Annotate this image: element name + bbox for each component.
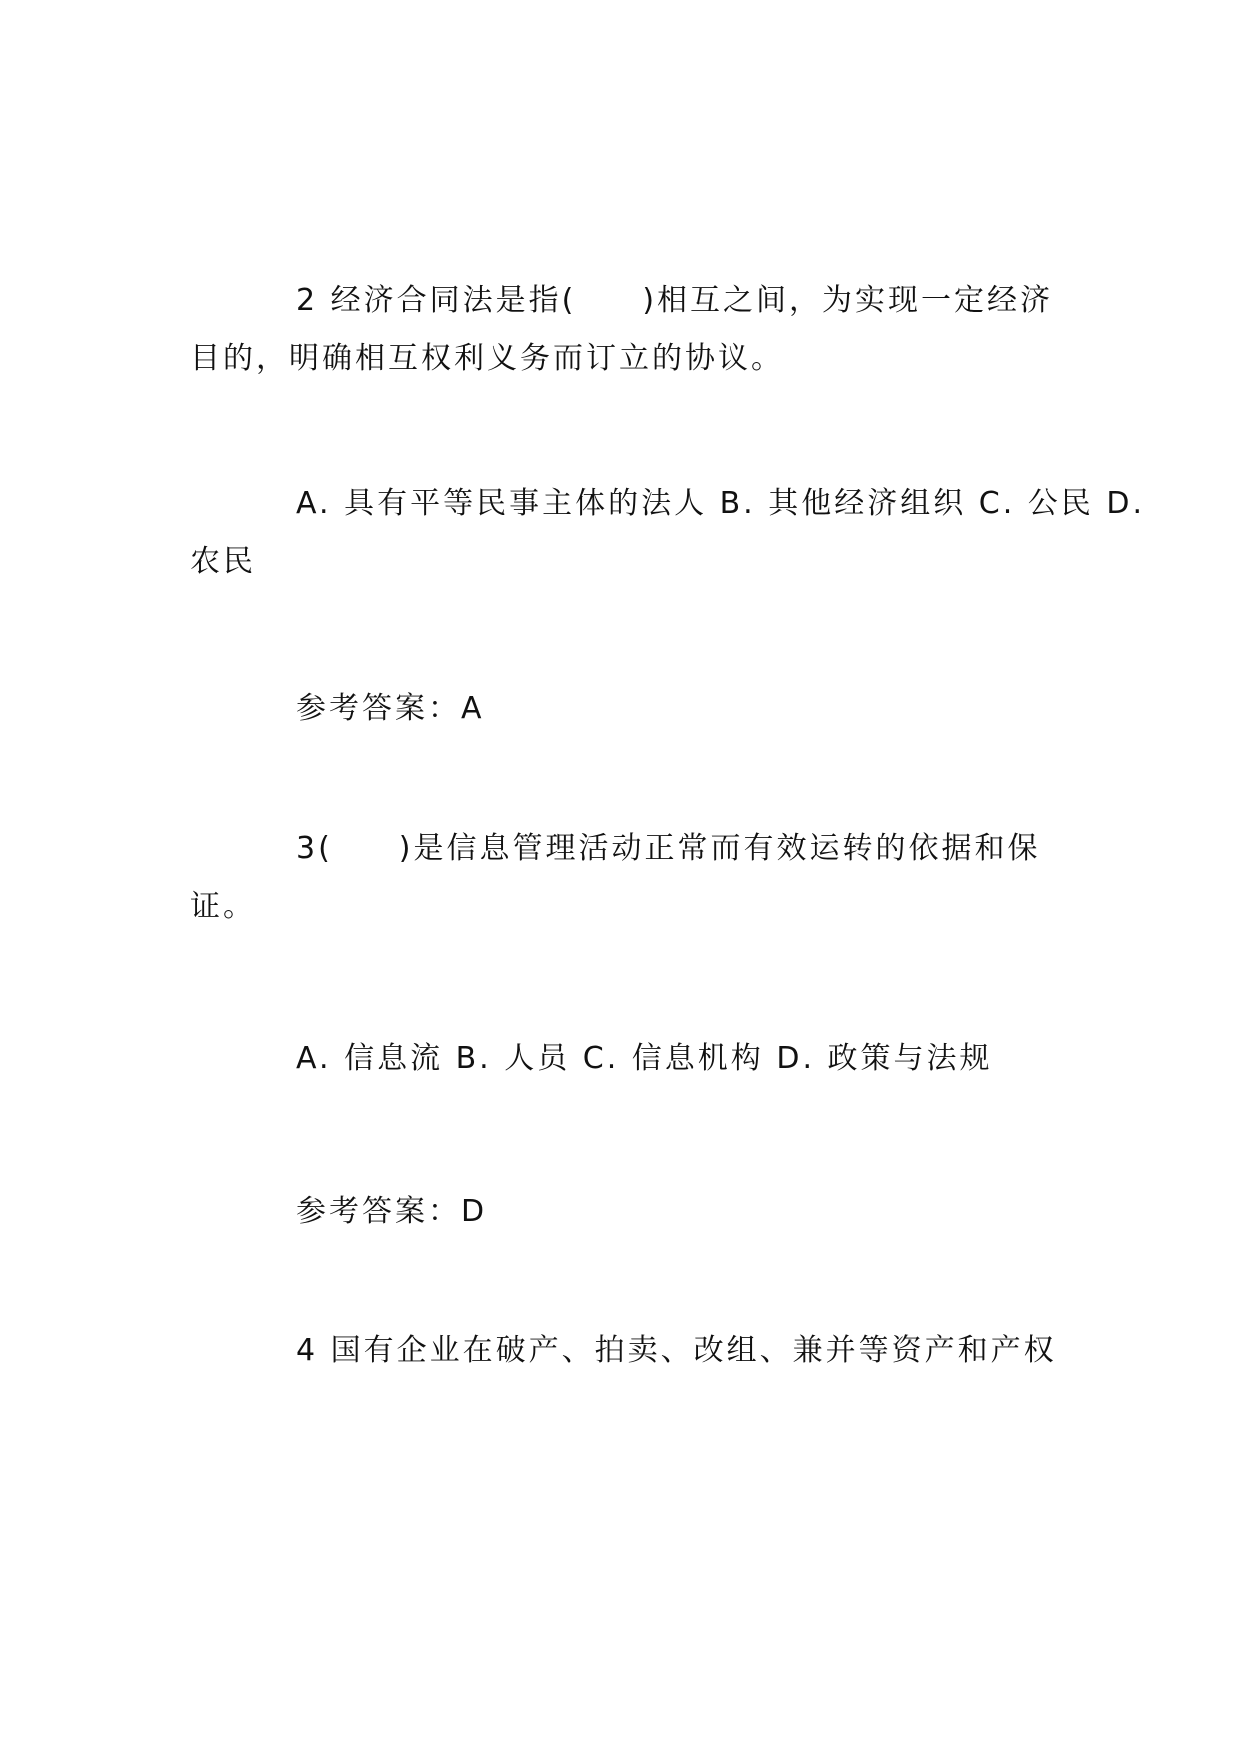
question-3 <box>190 820 1060 936</box>
question-2 <box>190 272 1060 388</box>
question-2-options-line-1: A. 具有平等民事主体的法人 B. 其他经济组织 C. 公民 D. <box>296 486 1145 521</box>
question-3-options: A. 信息流 B. 人员 C. 信息机构 D. 政策与法规 <box>296 1041 993 1076</box>
question-3-line-2: 证。 <box>190 889 256 924</box>
question-2-line-1: 2 经济合同法是指( )相互之间，为实现一定经济 <box>296 283 1054 318</box>
question-2-line-2: 目的，明确相互权利义务而订立的协议。 <box>190 341 784 376</box>
question-2-options <box>190 475 1145 591</box>
question-3-line-1: 3( )是信息管理活动正常而有效运转的依据和保 <box>296 831 1041 866</box>
question-3-answer: 参考答案：D <box>296 1194 488 1229</box>
question-2-options-line-2: 农民 <box>190 544 256 579</box>
question-2-answer: 参考答案：A <box>296 691 485 726</box>
question-4: 4 国有企业在破产、拍卖、改组、兼并等资产和产权 <box>296 1333 1057 1368</box>
